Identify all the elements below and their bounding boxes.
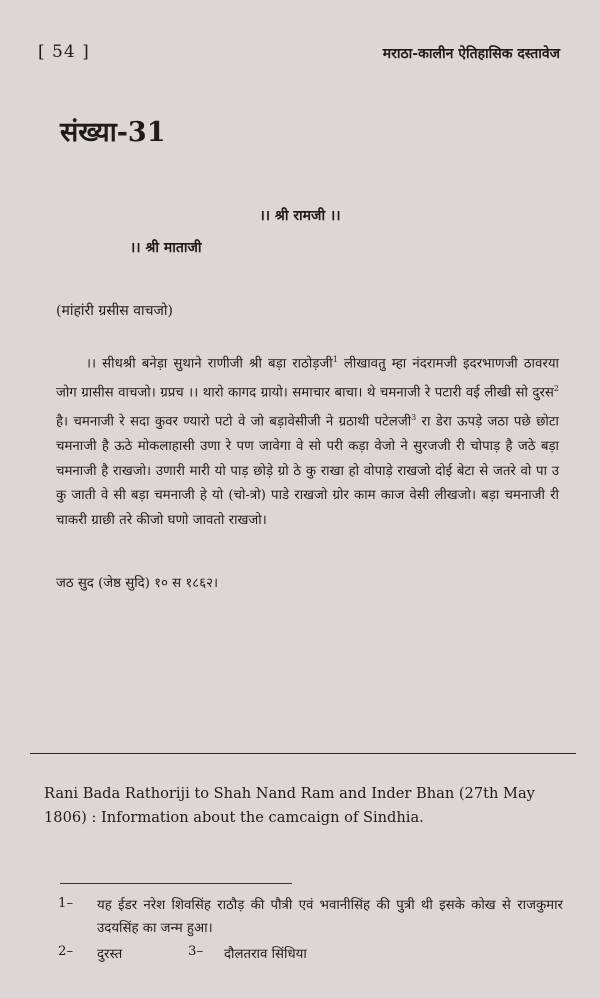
date-line: जठ सुद (जेष्ठ सुदि) १० स १८६२। — [56, 576, 219, 591]
footnote-3-number: 3– — [188, 944, 204, 959]
invocation-ramji: ।। श्री रामजी ।। — [259, 208, 341, 224]
letter-text-part3: है। चमनाजी रे सदा कुवर ण्यारो पटो वे जो बड़ावेसीजी ने ग्रठाथी पटेलजी — [56, 414, 412, 430]
show-through-ghost — [420, 130, 430, 163]
footnote-ref-3: 3 — [411, 413, 417, 423]
english-summary: Rani Bada Rathoriji to Shah Nand Ram and Inder Bhan (27th May 1806) : Information about the camcaign of Sindhia. — [44, 785, 535, 826]
footnote-ref-2: 2 — [553, 384, 559, 394]
document-number-heading: संख्या-31 — [60, 117, 166, 148]
letter-paragraph — [56, 348, 559, 533]
letter-text-part4: रा डेरा ऊपड़े जठा पछे छोटा चमनाजी है ऊठे मोकलाहासी उणा रे पण जावेगा वे सो परी कड़ा वेजो ने सुरजजी री चोपाड़ है जठे बड़ा चमनाजी है राखजो। उणारी मारी यो पाड़ छोड़े ग्रो ठे कु राखा हो वोपाड़े राखजो दोई बेटा से जतरे वो पा उ कु जाती वे सी बड़ा चमनाजी हे यो (चो-त्रो) पाडे राखजो ग्रोर काम काज वेसी लीखजो। बड़ा चमनाजी री चाकरी ग्राछी तरे कीजो घणो जावतो राखजो। — [56, 414, 559, 528]
letter-text-part1: ।। सीधश्री बनेड़ा सुथाने राणीजी श्री बड़ा राठोड़जी — [86, 356, 333, 372]
running-head-title: मराठा-कालीन ऐतिहासिक दस्तावेज — [382, 46, 560, 62]
letter-text-part2: लीखावतु म्हा नंदरामजी इदरभाणजी ठावरया जोग ग्रासीस वाचजो। ग्रप्रच ।। थारो कागद ग्रायो। समाचार बाचा। थे चमनाजी रे पटारी वई लीखी सो दुरस — [56, 356, 559, 401]
footnote-2-number: 2– — [58, 944, 74, 959]
section-divider — [30, 753, 576, 754]
address-line: (मांहांरी ग्रसीस वाचजो) — [56, 303, 173, 319]
footnote-ref-1: 1 — [332, 355, 338, 364]
page-number: [ 54 ] — [38, 42, 90, 62]
letter-body — [56, 348, 559, 533]
invocation-mataji: ।। श्री माताजी — [130, 240, 202, 256]
footnote-divider — [60, 883, 292, 884]
footnote-1-text: यह ईडर नरेश शिवसिंह राठौड़ की पौत्री एवं भवानीसिंह की पुत्री थी इसके कोख से राजकुमार उदयसिंह का जन्म हुआ। — [97, 898, 563, 936]
footnote-1-number: 1– — [58, 896, 74, 911]
footnote-2-text: दुरस्त — [97, 947, 123, 962]
footnote-3-text: दौलतराव सिंधिया — [224, 947, 307, 962]
